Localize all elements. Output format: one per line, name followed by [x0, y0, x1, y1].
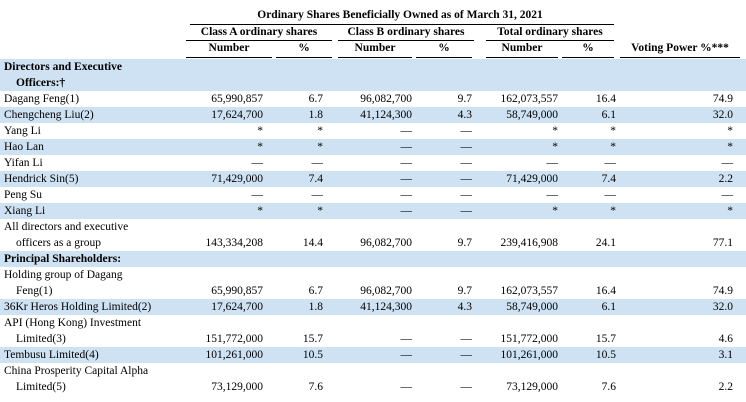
class-b-number-value: —	[400, 157, 412, 169]
class-a-percent-value: *	[317, 205, 323, 217]
class-a-number-value: *	[257, 141, 263, 153]
voting-power-value: *	[727, 141, 733, 153]
class-b-percent-value: 9.7	[457, 93, 472, 105]
total-number-value: 58,749,000	[506, 301, 558, 313]
table-title: Ordinary Shares Beneficially Owned as of March 31, 2021	[257, 9, 543, 21]
class-a-percent-value: 7.4	[308, 173, 323, 185]
class-b-percent-value: —	[460, 189, 472, 201]
voting-power-value: —	[721, 189, 733, 201]
voting-power-value: 32.0	[712, 301, 733, 313]
total-percent-value: —	[604, 157, 616, 169]
holder-name: All directors and executive	[4, 221, 129, 233]
class-a-percent-value: 10.5	[302, 349, 323, 361]
table-row	[0, 187, 746, 203]
table-row	[0, 123, 746, 139]
class-a-number-value: 73,129,000	[211, 381, 263, 393]
total-header: Total ordinary shares	[497, 26, 603, 38]
table-row	[0, 107, 746, 123]
total-percent-value: *	[610, 125, 616, 137]
total-number-header: Number	[501, 42, 543, 54]
class-b-number-value: —	[400, 205, 412, 217]
class-b-percent-value: —	[460, 157, 472, 169]
holder-name: China Prosperity Capital Alpha	[4, 365, 149, 377]
class-b-percent-value: —	[460, 205, 472, 217]
class-b-percent-value: —	[460, 349, 472, 361]
voting-power-value: 77.1	[712, 237, 733, 249]
total-percent-value: 16.4	[595, 93, 616, 105]
class-a-number-rule	[186, 57, 272, 58]
class-a-percent-value: 1.8	[308, 301, 323, 313]
class-b-number-value: —	[400, 173, 412, 185]
table-row	[0, 283, 746, 299]
table-row	[0, 91, 746, 107]
class-b-number-value: 41,124,300	[360, 301, 412, 313]
class-a-number-value: 17,624,700	[211, 109, 263, 121]
class-b-number-value: 96,082,700	[360, 285, 412, 297]
class-a-percent-rule	[276, 57, 332, 58]
class-a-number-value: *	[257, 205, 263, 217]
section-heading: Directors and Executive	[4, 61, 122, 73]
voting-power-value: —	[721, 157, 733, 169]
total-rule	[486, 40, 614, 41]
class-a-percent-header: %	[298, 42, 310, 54]
class-a-percent-value: 1.8	[308, 109, 323, 121]
class-b-number-value: 96,082,700	[360, 237, 412, 249]
total-number-value: 101,261,000	[500, 349, 558, 361]
table-row	[0, 315, 746, 331]
class-b-percent-value: 9.7	[457, 285, 472, 297]
class-b-percent-value: —	[460, 125, 472, 137]
title-rule	[190, 24, 614, 25]
total-percent-value: 6.1	[601, 109, 616, 121]
class-b-percent-value: 4.3	[457, 109, 472, 121]
total-percent-value: 16.4	[595, 285, 616, 297]
holder-name: Chengcheng Liu(2)	[4, 109, 94, 121]
holder-name: Yifan Li	[4, 157, 43, 169]
table-row	[0, 219, 746, 235]
voting-power-value: 4.6	[718, 333, 733, 345]
class-b-number-header: Number	[354, 42, 396, 54]
class-b-header: Class B ordinary shares	[347, 26, 465, 38]
total-number-value: 162,073,557	[500, 285, 558, 297]
table-row	[0, 363, 746, 379]
class-a-percent-value: *	[317, 141, 323, 153]
class-b-number-rule	[338, 57, 412, 58]
class-b-number-value: —	[400, 141, 412, 153]
class-a-number-value: 17,624,700	[211, 301, 263, 313]
class-a-percent-value: 7.6	[308, 381, 323, 393]
holder-name: Dagang Feng(1)	[4, 93, 80, 105]
holder-name: Yang Li	[4, 125, 41, 137]
table-row	[0, 299, 746, 315]
class-b-percent-value: —	[460, 173, 472, 185]
table-row	[0, 331, 746, 347]
class-a-number-value: 101,261,000	[205, 349, 263, 361]
voting-power-rule	[620, 57, 740, 58]
class-a-number-value: 143,334,208	[205, 237, 263, 249]
table-row	[0, 171, 746, 187]
voting-power-value: 2.2	[718, 381, 733, 393]
class-b-percent-value: 9.7	[457, 237, 472, 249]
holder-name: Feng(1)	[16, 285, 53, 297]
section-heading: Principal Shareholders:	[4, 253, 122, 265]
total-percent-value: —	[604, 189, 616, 201]
voting-power-value: 74.9	[712, 285, 733, 297]
class-b-number-value: —	[400, 349, 412, 361]
total-percent-value: 24.1	[595, 237, 616, 249]
voting-power-value: 32.0	[712, 109, 733, 121]
class-b-number-value: —	[400, 333, 412, 345]
table-row	[0, 203, 746, 219]
total-number-value: 71,429,000	[506, 173, 558, 185]
class-b-number-value: 96,082,700	[360, 93, 412, 105]
class-a-number-value: 65,990,857	[211, 93, 263, 105]
total-percent-rule	[562, 57, 614, 58]
class-b-number-value: —	[400, 189, 412, 201]
class-a-percent-value: 15.7	[302, 333, 323, 345]
voting-power-value: *	[727, 125, 733, 137]
section-heading: Officers:†	[16, 77, 66, 89]
class-a-percent-value: 14.4	[302, 237, 323, 249]
voting-power-value: *	[727, 205, 733, 217]
table-row	[0, 59, 746, 75]
total-percent-value: 15.7	[595, 333, 616, 345]
class-b-percent-value: 4.3	[457, 301, 472, 313]
class-b-percent-value: —	[460, 381, 472, 393]
voting-power-value: 3.1	[718, 349, 733, 361]
class-a-percent-value: 6.7	[308, 93, 323, 105]
class-a-number-value: *	[257, 125, 263, 137]
class-a-number-value: 71,429,000	[211, 173, 263, 185]
table-row	[0, 75, 746, 91]
class-b-number-value: —	[400, 381, 412, 393]
holder-name: Xiang Li	[4, 205, 46, 217]
holder-name: Limited(5)	[16, 381, 66, 393]
total-number-value: 239,416,908	[500, 237, 558, 249]
class-a-percent-value: 6.7	[308, 285, 323, 297]
total-number-value: 151,772,000	[500, 333, 558, 345]
total-number-value: —	[546, 189, 558, 201]
table-row	[0, 251, 746, 267]
class-b-percent-value: —	[460, 333, 472, 345]
class-b-percent-value: —	[460, 141, 472, 153]
total-number-value: —	[546, 157, 558, 169]
class-a-number-value: 151,772,000	[205, 333, 263, 345]
holder-name: API (Hong Kong) Investment	[4, 317, 142, 329]
total-number-value: *	[552, 205, 558, 217]
total-number-value: *	[552, 125, 558, 137]
table-row	[0, 139, 746, 155]
class-a-percent-value: *	[317, 125, 323, 137]
holder-name: Holding group of Dagang	[4, 269, 123, 281]
class-a-percent-value: —	[311, 189, 323, 201]
holder-name: Peng Su	[4, 189, 43, 201]
total-number-value: 162,073,557	[500, 93, 558, 105]
voting-power-value: 74.9	[712, 93, 733, 105]
voting-power-header: Voting Power %***	[631, 42, 729, 54]
total-number-value: 73,129,000	[506, 381, 558, 393]
holder-name: 36Kr Heros Holding Limited(2)	[4, 301, 152, 313]
total-percent-header: %	[582, 42, 594, 54]
class-b-percent-rule	[416, 57, 472, 58]
class-b-number-value: —	[400, 125, 412, 137]
class-a-number-value: —	[251, 189, 263, 201]
class-a-header: Class A ordinary shares	[200, 26, 318, 38]
table-row	[0, 235, 746, 251]
voting-power-value: 2.2	[718, 173, 733, 185]
total-number-rule	[486, 57, 558, 58]
total-percent-value: *	[610, 141, 616, 153]
class-a-number-value: —	[251, 157, 263, 169]
total-percent-value: 7.6	[601, 381, 616, 393]
class-a-number-value: 65,990,857	[211, 285, 263, 297]
class-b-rule	[338, 40, 474, 41]
total-number-value: *	[552, 141, 558, 153]
holder-name: officers as a group	[16, 237, 102, 249]
class-b-percent-header: %	[438, 42, 450, 54]
total-number-value: 58,749,000	[506, 109, 558, 121]
table-row	[0, 347, 746, 363]
holder-name: Hao Lan	[4, 141, 44, 153]
holder-name: Tembusu Limited(4)	[4, 349, 99, 361]
table-row	[0, 379, 746, 395]
class-a-rule	[186, 40, 332, 41]
total-percent-value: 6.1	[601, 301, 616, 313]
total-percent-value: 7.4	[601, 173, 616, 185]
total-percent-value: *	[610, 205, 616, 217]
class-a-number-header: Number	[208, 42, 250, 54]
holder-name: Limited(3)	[16, 333, 66, 345]
table-row	[0, 267, 746, 283]
class-a-percent-value: —	[311, 157, 323, 169]
total-percent-value: 10.5	[595, 349, 616, 361]
table-row	[0, 155, 746, 171]
class-b-number-value: 41,124,300	[360, 109, 412, 121]
holder-name: Hendrick Sin(5)	[4, 173, 79, 185]
